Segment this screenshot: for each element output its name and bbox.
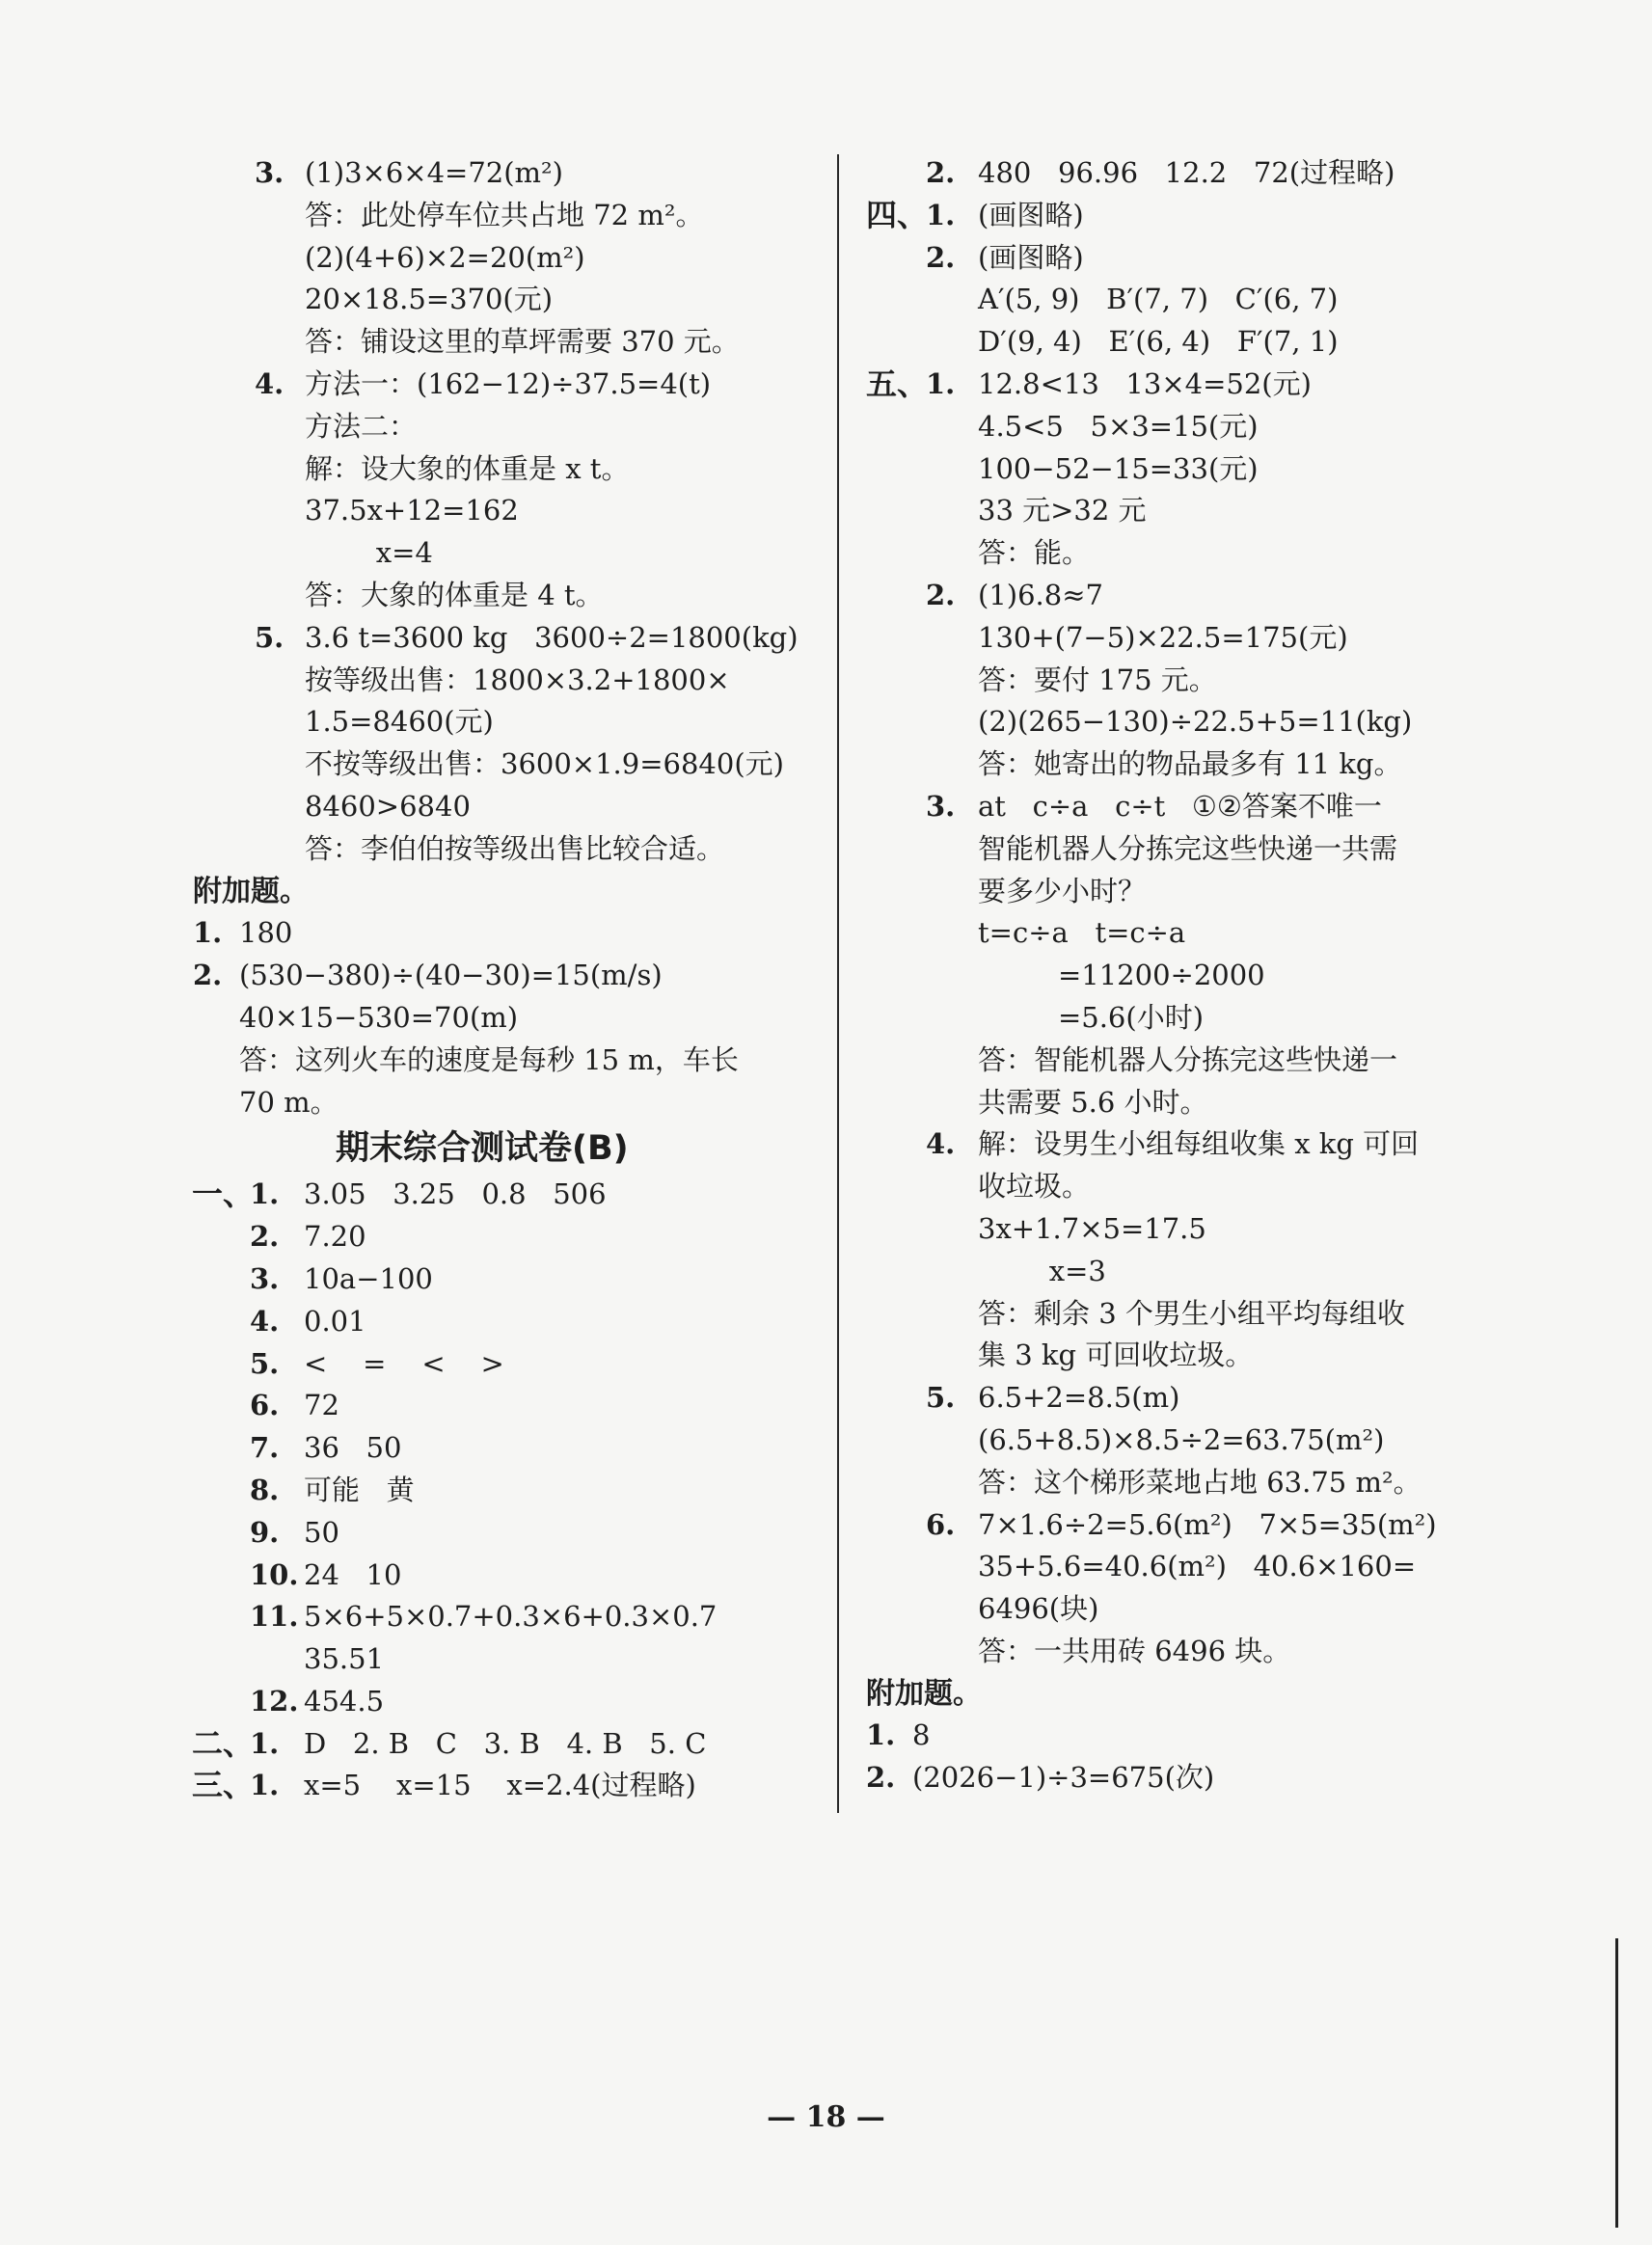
answer-line: [866, 575, 1483, 617]
question-number: 2.: [193, 959, 223, 992]
question-number: 7.: [250, 1431, 280, 1465]
question-number: 5.: [250, 1346, 280, 1380]
answer-line: [192, 1765, 829, 1807]
answer-line: [866, 660, 1483, 702]
answer-text: 答：这个梯形菜地占地 63.75 m²。: [978, 1465, 1422, 1499]
answer-line: [192, 1512, 829, 1555]
answer-line: [193, 828, 829, 871]
answer-text: at c÷a c÷t ①②答案不唯一: [978, 789, 1382, 823]
answer-line: [866, 1377, 1483, 1420]
answer-line: [866, 1251, 1483, 1293]
exam-title-row: [193, 1123, 829, 1174]
answer-text: 解：设男生小组每组收集 x kg 可回: [978, 1127, 1420, 1161]
answer-line: [866, 1293, 1483, 1336]
answer-text: (530−380)÷(40−30)=15(m/s): [239, 959, 663, 992]
answer-text: (1)6.8≈7: [978, 578, 1103, 611]
answer-text: 4.5<5 5×3=15(元): [978, 409, 1259, 443]
right-answer-lines: [866, 152, 1483, 1673]
answer-text: 8: [912, 1718, 931, 1752]
answer-line: [192, 1343, 829, 1386]
answer-text: 0.01: [304, 1304, 366, 1338]
answer-text: 共需要 5.6 小时。: [978, 1085, 1208, 1119]
answer-line: [193, 955, 829, 997]
answer-text: 24 10: [304, 1557, 402, 1591]
answer-line: [192, 1470, 829, 1512]
question-number: 6.: [926, 1507, 956, 1541]
answer-text: (6.5+8.5)×8.5÷2=63.75(m²): [978, 1422, 1385, 1456]
answer-line: [192, 1638, 829, 1681]
answer-line: [866, 1757, 1483, 1799]
answer-text: 35.51: [304, 1642, 385, 1676]
answer-text: 答：能。: [978, 536, 1091, 570]
question-number: 9.: [250, 1515, 280, 1549]
answer-line: [866, 448, 1483, 491]
answer-line: [193, 279, 829, 321]
answer-line: [192, 1555, 829, 1597]
answer-text: 6496(块): [978, 1592, 1099, 1626]
answer-line: [192, 1174, 829, 1216]
answer-text: 不按等级出售：3600×1.9=6840(元): [305, 747, 784, 781]
answer-line: [866, 1166, 1483, 1208]
question-number: 2.: [926, 240, 956, 274]
answer-text: 答：剩余 3 个男生小组平均每组收: [978, 1296, 1405, 1330]
answer-line: [193, 786, 829, 828]
answer-text: x=4: [305, 536, 433, 570]
answer-line: [193, 744, 829, 786]
answer-line: [193, 448, 829, 491]
answer-text: 答：这列火车的速度是每秒 15 m，车长: [239, 1042, 739, 1076]
question-number: 12.: [250, 1684, 299, 1718]
answer-text: D 2. B C 3. B 4. B 5. C: [304, 1726, 707, 1760]
exam-title: 期末综合测试卷(B): [336, 1129, 629, 1169]
answer-text: 答：大象的体重是 4 t。: [305, 578, 604, 611]
answer-text: < = < >: [304, 1346, 504, 1380]
answer-text: 480 96.96 12.2 72(过程略): [978, 156, 1395, 189]
answer-line: [866, 1546, 1483, 1588]
answer-line: [193, 195, 829, 237]
question-number: 5.: [255, 620, 284, 654]
answer-line: [193, 364, 829, 406]
answer-line: [866, 1631, 1483, 1673]
answer-text: 7.20: [304, 1220, 366, 1254]
answer-line: [193, 912, 829, 955]
question-number: 6.: [250, 1389, 280, 1422]
answer-line: [193, 237, 829, 280]
answer-line: [866, 152, 1483, 195]
answer-line: [866, 1335, 1483, 1377]
answer-line: [193, 152, 829, 195]
answer-text: 方法二：: [305, 409, 418, 443]
question-number: 11.: [250, 1600, 299, 1634]
answer-line: [866, 617, 1483, 660]
answer-line: [866, 1504, 1483, 1547]
answer-text: 8460>6840: [305, 789, 471, 823]
question-number: 10.: [250, 1557, 299, 1591]
question-number: 2.: [250, 1220, 280, 1254]
question-number: 2.: [926, 578, 956, 611]
answer-text: (2026−1)÷3=675(次): [912, 1761, 1215, 1795]
answer-text: (画图略): [978, 240, 1084, 274]
answer-line: [866, 1208, 1483, 1251]
answer-text: 50: [304, 1515, 339, 1549]
answer-text: (2)(265−130)÷22.5+5=11(kg): [978, 705, 1413, 739]
answer-text: 方法一：(162−12)÷37.5=4(t): [305, 366, 712, 400]
question-number: 4.: [255, 366, 284, 400]
right-extra-lines: [866, 1715, 1483, 1799]
answer-line: [192, 1681, 829, 1723]
answer-text: 5×6+5×0.7+0.3×6+0.3×0.7: [304, 1600, 718, 1634]
question-number: 1.: [926, 366, 956, 400]
exam-answer-lines: [192, 1174, 829, 1807]
answer-line: [866, 786, 1483, 828]
answer-text: 70 m。: [239, 1085, 339, 1119]
answer-line: [866, 195, 1483, 237]
question-number: 2.: [926, 156, 956, 189]
answer-text: 37.5x+12=162: [305, 494, 519, 527]
page-edge-line: [1615, 1938, 1618, 2228]
answer-line: [193, 532, 829, 575]
answer-line: [193, 1040, 829, 1082]
answer-line: [866, 912, 1483, 955]
answer-text: (1)3×6×4=72(m²): [305, 156, 563, 189]
question-number: 1.: [250, 1177, 280, 1211]
answer-text: 72: [304, 1389, 339, 1422]
answer-line: [866, 744, 1483, 786]
answer-line: [866, 1420, 1483, 1462]
question-number: 4.: [250, 1304, 280, 1338]
question-number: 3.: [250, 1261, 280, 1295]
question-number: 3.: [255, 156, 284, 189]
answer-line: [866, 364, 1483, 406]
answer-line: [192, 1385, 829, 1427]
answer-line: [866, 997, 1483, 1040]
column-divider: [837, 154, 839, 1813]
question-number: 1.: [250, 1769, 280, 1802]
answer-line: [866, 871, 1483, 913]
answer-line: [192, 1596, 829, 1638]
answer-line: [866, 1040, 1483, 1082]
answer-text: 答：铺设这里的草坪需要 370 元。: [305, 325, 740, 359]
answer-line: [193, 406, 829, 448]
answer-line: [866, 532, 1483, 575]
answer-line: [192, 1216, 829, 1258]
answer-text: 100−52−15=33(元): [978, 451, 1259, 485]
answer-text: 答：李伯伯按等级出售比较合适。: [305, 831, 725, 865]
answer-line: [193, 1082, 829, 1124]
answer-line: [193, 490, 829, 532]
answer-line: [866, 1462, 1483, 1504]
answer-line: [192, 1258, 829, 1301]
answer-line: [866, 237, 1483, 280]
question-number: 1.: [193, 916, 223, 950]
section-marker: 五、: [866, 365, 929, 402]
extra-title: 附加题。: [866, 1676, 982, 1711]
answer-text: 6.5+2=8.5(m): [978, 1381, 1180, 1415]
question-number: 1.: [250, 1726, 280, 1760]
answer-text: 10a−100: [304, 1261, 433, 1295]
answer-text: 要多少小时？: [978, 874, 1147, 907]
answer-line: [866, 701, 1483, 744]
answer-text: 1.5=8460(元): [305, 705, 494, 739]
answer-text: (2)(4+6)×2=20(m²): [305, 240, 585, 274]
answer-text: 12.8<13 13×4=52(元): [978, 366, 1312, 400]
answer-text: 答：她寄出的物品最多有 11 kg。: [978, 747, 1402, 781]
answer-text: =11200÷2000: [978, 959, 1265, 992]
answer-text: 收垃圾。: [978, 1170, 1091, 1204]
answer-line: [866, 321, 1483, 364]
answer-line: [866, 490, 1483, 532]
answer-text: x=3: [978, 1254, 1106, 1287]
answer-line: [866, 1123, 1483, 1166]
left-column: [193, 152, 829, 1807]
answer-text: 130+(7−5)×22.5=175(元): [978, 620, 1348, 654]
answer-text: (画图略): [978, 198, 1084, 231]
answer-text: 答：智能机器人分拣完这些快递一: [978, 1042, 1398, 1076]
section-marker: 一、: [192, 1176, 255, 1213]
answer-text: D′(9, 4) E′(6, 4) F′(7, 1): [978, 325, 1339, 359]
right-column: [866, 152, 1483, 1799]
answer-text: 3.6 t=3600 kg 3600÷2=1800(kg): [305, 620, 799, 654]
answer-text: 7×1.6÷2=5.6(m²) 7×5=35(m²): [978, 1507, 1437, 1541]
answer-line: [866, 1082, 1483, 1124]
answer-line: [193, 321, 829, 364]
answer-line: [866, 1588, 1483, 1631]
answer-text: 33 元>32 元: [978, 494, 1147, 527]
section-marker: 三、: [192, 1767, 255, 1804]
answer-text: 3.05 3.25 0.8 506: [304, 1177, 607, 1211]
answer-line: [193, 617, 829, 660]
answer-text: 35+5.6=40.6(m²) 40.6×160=: [978, 1550, 1417, 1583]
answer-text: 180: [239, 916, 293, 950]
answer-text: 36 50: [304, 1431, 402, 1465]
answer-text: 答：此处停车位共占地 72 m²。: [305, 198, 704, 231]
answer-line: [192, 1723, 829, 1766]
answer-text: t=c÷a t=c÷a: [978, 916, 1186, 950]
question-number: 5.: [926, 1381, 956, 1415]
answer-text: 智能机器人分拣完这些快递一共需: [978, 831, 1398, 865]
section-marker: 二、: [192, 1724, 255, 1762]
answer-line: [866, 279, 1483, 321]
answer-text: A′(5, 9) B′(7, 7) C′(6, 7): [978, 283, 1339, 316]
answer-line: [193, 997, 829, 1040]
answer-text: 答：要付 175 元。: [978, 663, 1217, 696]
question-number: 3.: [926, 789, 956, 823]
question-number: 1.: [866, 1718, 896, 1752]
answer-text: x=5 x=15 x=2.4(过程略): [304, 1769, 696, 1802]
extra-title-row: [866, 1673, 1483, 1716]
page-number: — 18 —: [767, 2100, 885, 2134]
answer-text: 454.5: [304, 1684, 385, 1718]
extra-title-row: [193, 871, 829, 913]
answer-line: [193, 701, 829, 744]
question-number: 1.: [926, 198, 956, 231]
answer-line: [866, 1715, 1483, 1757]
answer-text: 可能 黄: [304, 1473, 415, 1506]
answer-text: 3x+1.7×5=17.5: [978, 1211, 1206, 1245]
answer-text: 40×15−530=70(m): [239, 1000, 519, 1034]
question-number: 4.: [926, 1127, 956, 1161]
answer-line: [866, 828, 1483, 871]
answer-line: [866, 955, 1483, 997]
question-number: 2.: [866, 1761, 896, 1795]
answer-text: =5.6(小时): [978, 1000, 1205, 1034]
answer-text: 解：设大象的体重是 x t。: [305, 451, 630, 485]
answer-line: [192, 1427, 829, 1470]
question-number: 8.: [250, 1473, 280, 1506]
answer-text: 按等级出售：1800×3.2+1800×: [305, 663, 730, 696]
extra-title: 附加题。: [193, 874, 309, 908]
left-answer-lines: [193, 152, 829, 871]
answer-text: 集 3 kg 可回收垃圾。: [978, 1339, 1254, 1372]
section-marker: 四、: [866, 196, 929, 233]
answer-line: [866, 406, 1483, 448]
answer-text: 20×18.5=370(元): [305, 283, 554, 316]
answer-line: [193, 660, 829, 702]
answer-line: [193, 575, 829, 617]
answer-text: 答：一共用砖 6496 块。: [978, 1634, 1291, 1667]
answer-line: [192, 1301, 829, 1343]
left-extra-lines: [193, 912, 829, 1123]
